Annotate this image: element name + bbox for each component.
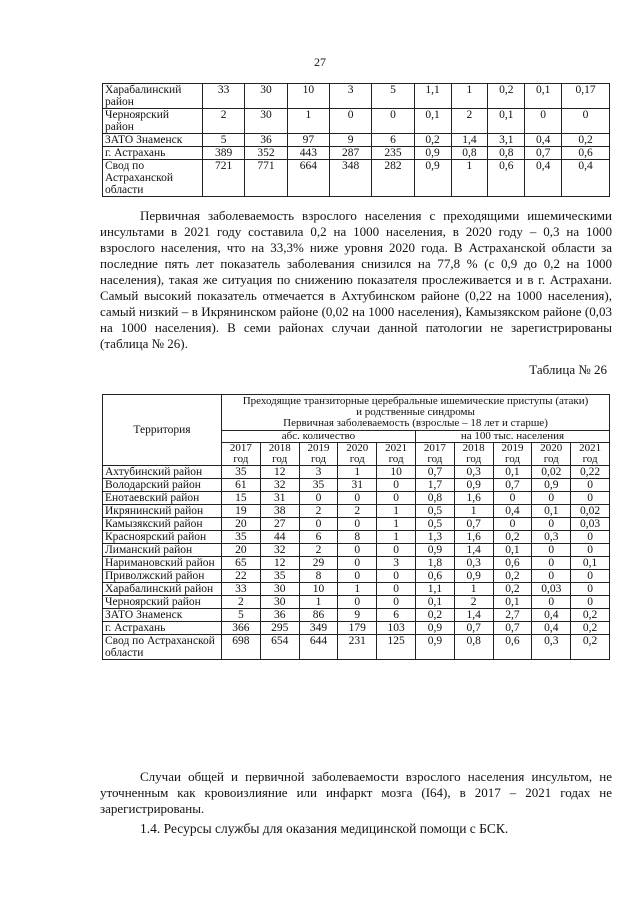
row-value: 0,2 — [493, 570, 532, 583]
row-value: 0,2 — [571, 635, 610, 660]
row-value: 0 — [571, 492, 610, 505]
row-value: 654 — [260, 635, 299, 660]
table-row — [103, 518, 610, 531]
row-value: 664 — [287, 160, 329, 197]
header-title-line-2: и родственные синдромы — [356, 406, 475, 418]
row-value: 32 — [260, 479, 299, 492]
header-title-line-1: Преходящие транзиторные церебральные ишемические приступы (атаки) — [242, 395, 589, 407]
row-value: 3 — [377, 557, 416, 570]
row-value: 20 — [222, 544, 261, 557]
row-value: 0,2 — [493, 583, 532, 596]
table-row — [103, 531, 610, 544]
row-value: 0,2 — [415, 609, 454, 622]
row-value: 1,1 — [414, 84, 451, 109]
header-title — [222, 395, 610, 431]
row-value: 0,8 — [454, 635, 493, 660]
header-year: 2019 год — [299, 443, 338, 466]
row-value: 12 — [260, 557, 299, 570]
row-value: 1,8 — [415, 557, 454, 570]
table1-body — [103, 84, 610, 197]
row-value: 1 — [299, 596, 338, 609]
row-value: 10 — [299, 583, 338, 596]
row-territory: Енотаевский район — [103, 492, 222, 505]
row-territory: ЗАТО Знаменск — [103, 134, 203, 147]
row-value: 0,4 — [562, 160, 610, 197]
row-value: 0 — [562, 109, 610, 134]
row-value: 349 — [299, 622, 338, 635]
row-value: 27 — [260, 518, 299, 531]
row-value: 9 — [338, 609, 377, 622]
row-value: 0 — [532, 492, 571, 505]
table-row — [103, 109, 610, 134]
row-value: 179 — [338, 622, 377, 635]
table-row — [103, 544, 610, 557]
row-value: 61 — [222, 479, 261, 492]
row-value: 295 — [260, 622, 299, 635]
row-value: 0,9 — [454, 479, 493, 492]
table-row — [103, 557, 610, 570]
row-value: 0,6 — [493, 635, 532, 660]
row-value: 0 — [571, 570, 610, 583]
row-value: 0,1 — [525, 84, 562, 109]
row-value: 0 — [525, 109, 562, 134]
row-value: 103 — [377, 622, 416, 635]
row-value: 12 — [260, 466, 299, 479]
row-value: 0,4 — [532, 609, 571, 622]
table-row — [103, 147, 610, 160]
table-row — [103, 492, 610, 505]
row-value: 0,5 — [415, 518, 454, 531]
row-value: 6 — [377, 609, 416, 622]
row-value: 30 — [260, 583, 299, 596]
row-value: 1 — [338, 583, 377, 596]
row-value: 0,8 — [415, 492, 454, 505]
header-per-100k: на 100 тыс. населения — [415, 431, 609, 443]
row-value: 33 — [222, 583, 261, 596]
row-value: 0,4 — [532, 622, 571, 635]
row-value: 0,03 — [571, 518, 610, 531]
row-value: 19 — [222, 505, 261, 518]
table-26 — [102, 394, 610, 660]
row-value: 10 — [287, 84, 329, 109]
row-value: 0,4 — [525, 160, 562, 197]
row-value: 0,03 — [532, 583, 571, 596]
header-year: 2019 год — [493, 443, 532, 466]
row-territory: Черноярский район — [103, 596, 222, 609]
table-caption: Таблица № 26 — [529, 362, 607, 377]
row-value: 20 — [222, 518, 261, 531]
table-row — [103, 583, 610, 596]
row-value: 9 — [329, 134, 371, 147]
row-value: 0,6 — [415, 570, 454, 583]
row-territory: Володарский район — [103, 479, 222, 492]
row-value: 352 — [245, 147, 287, 160]
row-value: 2 — [299, 505, 338, 518]
row-value: 0,4 — [525, 134, 562, 147]
row-value: 0 — [338, 596, 377, 609]
header-abs-count: абс. количество — [222, 431, 416, 443]
row-value: 0,3 — [532, 635, 571, 660]
row-value: 1,4 — [454, 544, 493, 557]
row-value: 0,9 — [415, 635, 454, 660]
row-territory: Камызякский район — [103, 518, 222, 531]
row-value: 0,9 — [414, 160, 451, 197]
row-value: 0,9 — [414, 147, 451, 160]
row-value: 0 — [329, 109, 371, 134]
row-value: 6 — [372, 134, 414, 147]
header-year: 2021 год — [377, 443, 416, 466]
row-value: 1,1 — [415, 583, 454, 596]
row-value: 32 — [260, 544, 299, 557]
row-value: 0,5 — [415, 505, 454, 518]
row-value: 0,9 — [454, 570, 493, 583]
row-value: 1,4 — [454, 609, 493, 622]
row-value: 0 — [571, 531, 610, 544]
row-value: 33 — [203, 84, 245, 109]
row-value: 366 — [222, 622, 261, 635]
table-row — [103, 479, 610, 492]
row-value: 0,6 — [488, 160, 525, 197]
row-territory: Ахтубинский район — [103, 466, 222, 479]
row-value: 97 — [287, 134, 329, 147]
row-value: 0 — [377, 492, 416, 505]
row-value: 2 — [454, 596, 493, 609]
row-territory: Черноярский район — [103, 109, 203, 134]
row-value: 0,3 — [454, 466, 493, 479]
row-value: 1,6 — [454, 492, 493, 505]
row-value: 0,2 — [571, 622, 610, 635]
row-value: 0,3 — [454, 557, 493, 570]
row-value: 698 — [222, 635, 261, 660]
header-year: 2021 год — [571, 443, 610, 466]
row-value: 0 — [338, 570, 377, 583]
row-value: 0 — [299, 492, 338, 505]
row-value: 31 — [338, 479, 377, 492]
row-value: 771 — [245, 160, 287, 197]
row-value: 0,1 — [415, 596, 454, 609]
row-value: 30 — [245, 84, 287, 109]
row-value: 0,9 — [415, 544, 454, 557]
row-value: 2 — [222, 596, 261, 609]
row-value: 0 — [338, 492, 377, 505]
header-year: 2018 год — [454, 443, 493, 466]
incidence-table-continued — [102, 83, 610, 197]
section-heading: 1.4. Ресурсы службы для оказания медицинской помощи с БСК. — [140, 821, 509, 836]
row-value: 0 — [493, 518, 532, 531]
row-value: 0,8 — [451, 147, 488, 160]
header-title-line-3: Первичная заболеваемость (взрослые – 18 лет и старше) — [283, 417, 548, 429]
row-value: 38 — [260, 505, 299, 518]
row-value: 30 — [245, 109, 287, 134]
row-value: 31 — [260, 492, 299, 505]
row-value: 1,6 — [454, 531, 493, 544]
row-value: 0,7 — [493, 479, 532, 492]
row-value: 0 — [532, 557, 571, 570]
row-value: 5 — [203, 134, 245, 147]
row-territory: Свод по Астраханской области — [103, 635, 222, 660]
row-value: 1 — [454, 505, 493, 518]
row-value: 44 — [260, 531, 299, 544]
header-year: 2020 год — [338, 443, 377, 466]
row-value: 389 — [203, 147, 245, 160]
header-year: 2020 год — [532, 443, 571, 466]
row-value: 125 — [377, 635, 416, 660]
row-territory: Харабалинский район — [103, 583, 222, 596]
row-territory: Наримановский район — [103, 557, 222, 570]
row-territory: Харабалинский район — [103, 84, 203, 109]
row-value: 35 — [299, 479, 338, 492]
table-row — [103, 596, 610, 609]
row-value: 0 — [571, 596, 610, 609]
row-value: 3 — [329, 84, 371, 109]
table-row — [103, 160, 610, 197]
row-value: 35 — [222, 531, 261, 544]
table-row — [103, 134, 610, 147]
row-territory: Красноярский район — [103, 531, 222, 544]
row-value: 644 — [299, 635, 338, 660]
row-value: 287 — [329, 147, 371, 160]
row-value: 721 — [203, 160, 245, 197]
row-value: 29 — [299, 557, 338, 570]
page-number: 27 — [314, 55, 326, 69]
table-row — [103, 635, 610, 660]
row-value: 0,2 — [571, 609, 610, 622]
header-territory: Территория — [103, 395, 222, 466]
row-value: 0 — [338, 544, 377, 557]
row-value: 30 — [260, 596, 299, 609]
row-value: 0,1 — [571, 557, 610, 570]
header-year: 2017 год — [222, 443, 261, 466]
row-territory: г. Астрахань — [103, 622, 222, 635]
row-value: 231 — [338, 635, 377, 660]
row-value: 1 — [454, 583, 493, 596]
row-value: 0 — [571, 583, 610, 596]
row-value: 0 — [338, 557, 377, 570]
row-value: 0,6 — [493, 557, 532, 570]
row-value: 3 — [299, 466, 338, 479]
row-value: 36 — [260, 609, 299, 622]
row-territory: г. Астрахань — [103, 147, 203, 160]
row-value: 0,1 — [414, 109, 451, 134]
row-value: 0,9 — [532, 479, 571, 492]
row-value: 0,3 — [532, 531, 571, 544]
paragraph-i64: Случаи общей и первичной заболеваемости взрослого населения инсультом, не уточненным как кровоизлияние или инфаркт мозга (I64), в 2017 – 2021 годах не зарегистрированы. — [100, 769, 612, 816]
table-row — [103, 609, 610, 622]
row-value: 65 — [222, 557, 261, 570]
row-value: 8 — [299, 570, 338, 583]
row-value: 1,4 — [451, 134, 488, 147]
row-value: 1 — [377, 531, 416, 544]
row-value: 0,1 — [493, 544, 532, 557]
row-value: 0,7 — [454, 518, 493, 531]
row-value: 0,7 — [415, 466, 454, 479]
row-territory: Икрянинский район — [103, 505, 222, 518]
row-value: 0 — [377, 583, 416, 596]
row-value: 0 — [571, 544, 610, 557]
row-value: 36 — [245, 134, 287, 147]
row-value: 0 — [338, 518, 377, 531]
row-value: 0,4 — [493, 505, 532, 518]
row-value: 0,2 — [493, 531, 532, 544]
row-territory: ЗАТО Знаменск — [103, 609, 222, 622]
row-value: 0,2 — [562, 134, 610, 147]
row-value: 1 — [287, 109, 329, 134]
row-value: 10 — [377, 466, 416, 479]
row-value: 0 — [493, 492, 532, 505]
table-row — [103, 505, 610, 518]
row-value: 0 — [532, 596, 571, 609]
row-value: 5 — [222, 609, 261, 622]
table-row — [103, 570, 610, 583]
row-value: 0,17 — [562, 84, 610, 109]
row-value: 443 — [287, 147, 329, 160]
row-value: 35 — [260, 570, 299, 583]
row-value: 0,7 — [454, 622, 493, 635]
row-value: 0,7 — [493, 622, 532, 635]
table-row — [103, 84, 610, 109]
row-territory: Приволжский район — [103, 570, 222, 583]
row-value: 235 — [372, 147, 414, 160]
row-value: 0 — [532, 518, 571, 531]
row-value: 1,7 — [415, 479, 454, 492]
row-value: 0,1 — [493, 466, 532, 479]
header-year: 2018 год — [260, 443, 299, 466]
row-value: 8 — [338, 531, 377, 544]
row-value: 1 — [377, 518, 416, 531]
paragraph-tia-incidence: Первичная заболеваемость взрослого населения с преходящими ишемическими инсультами в 2021 году составила 0,2 на 1000 населения, в 2020 году – 0,3 на 1000 взрослого населения, что на 33,3% ниже уровня 2020 года. В Астраханской области за последние пять лет показатель заболевания снизился на 77,8 % (с 0,9 до 0,2 на 1000 населения), такая же ситуация по снижению показателя прослеживается и в г. Астрахани. Самый высокий показатель отмечается в Ахтубинском районе (0,22 на 1000 населения), самый низкий – в Икрянинском районе (0,02 на 1000 населения), Камызякском районе (0,03 на 1000 населения). В семи районах случаи данной патологии не зарегистрированы (таблица № 26). — [100, 208, 612, 351]
row-value: 348 — [329, 160, 371, 197]
row-value: 22 — [222, 570, 261, 583]
row-value: 0,2 — [488, 84, 525, 109]
row-value: 0 — [532, 544, 571, 557]
row-value: 282 — [372, 160, 414, 197]
row-value: 0,1 — [532, 505, 571, 518]
row-territory: Лиманский район — [103, 544, 222, 557]
row-value: 0 — [377, 544, 416, 557]
row-value: 0,1 — [488, 109, 525, 134]
row-value: 2 — [203, 109, 245, 134]
row-value: 0,9 — [415, 622, 454, 635]
header-year: 2017 год — [415, 443, 454, 466]
row-value: 0,6 — [562, 147, 610, 160]
row-value: 1,3 — [415, 531, 454, 544]
row-value: 0,02 — [532, 466, 571, 479]
row-value: 0 — [377, 570, 416, 583]
row-value: 1 — [338, 466, 377, 479]
row-value: 1 — [451, 84, 488, 109]
row-value: 2,7 — [493, 609, 532, 622]
row-value: 1 — [377, 505, 416, 518]
row-value: 0,7 — [525, 147, 562, 160]
row-value: 0 — [372, 109, 414, 134]
row-value: 0 — [299, 518, 338, 531]
row-value: 2 — [338, 505, 377, 518]
row-territory: Свод по Астраханской области — [103, 160, 203, 197]
table-row — [103, 466, 610, 479]
row-value: 86 — [299, 609, 338, 622]
row-value: 5 — [372, 84, 414, 109]
row-value: 6 — [299, 531, 338, 544]
row-value: 0 — [377, 596, 416, 609]
row-value: 0 — [377, 479, 416, 492]
row-value: 15 — [222, 492, 261, 505]
row-value: 0,22 — [571, 466, 610, 479]
row-value: 0 — [571, 479, 610, 492]
row-value: 1 — [451, 160, 488, 197]
row-value: 0,1 — [493, 596, 532, 609]
row-value: 2 — [451, 109, 488, 134]
row-value: 3,1 — [488, 134, 525, 147]
row-value: 0,02 — [571, 505, 610, 518]
row-value: 0,8 — [488, 147, 525, 160]
row-value: 0,2 — [414, 134, 451, 147]
table-row — [103, 622, 610, 635]
row-value: 0 — [532, 570, 571, 583]
row-value: 2 — [299, 544, 338, 557]
table2-body — [103, 466, 610, 660]
row-value: 35 — [222, 466, 261, 479]
